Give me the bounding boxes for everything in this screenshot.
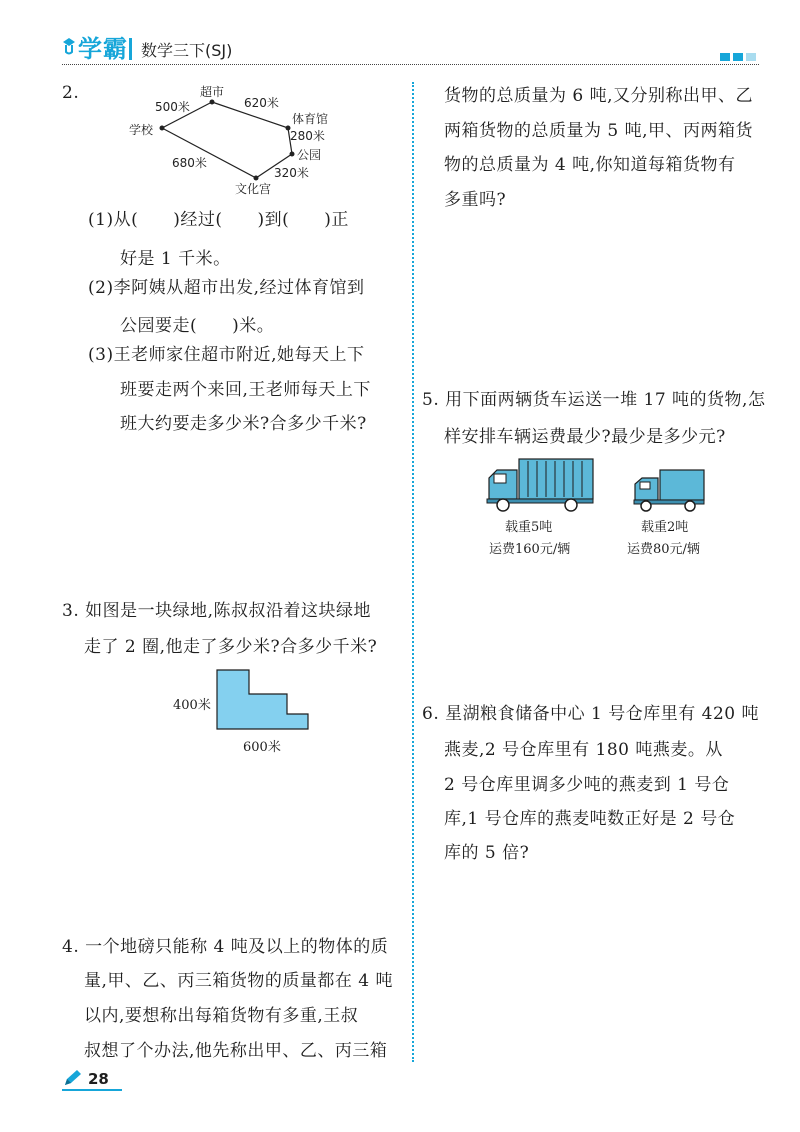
q2-line-4: 公园要走( )米。 bbox=[120, 316, 275, 336]
q6-line-3: 2 号仓库里调多少吨的燕麦到 1 号仓 bbox=[444, 775, 730, 795]
header-decoration bbox=[720, 53, 756, 61]
truck-small-icon bbox=[632, 468, 706, 512]
truck-small-fee: 运费80元/辆 bbox=[627, 542, 700, 557]
q4-line-4: 叔想了个办法,他先称出甲、乙、丙三箱 bbox=[84, 1041, 388, 1061]
q6-line-5: 库的 5 倍? bbox=[444, 843, 530, 863]
footer-rule bbox=[62, 1089, 122, 1091]
page-number: 28 bbox=[88, 1070, 109, 1088]
park-point bbox=[290, 152, 295, 157]
pencil-icon bbox=[62, 1068, 84, 1088]
green-field-shape bbox=[217, 670, 308, 729]
q4-cont-line-4: 多重吗? bbox=[444, 190, 507, 210]
field-width-label: 600米 bbox=[243, 740, 281, 755]
column-divider bbox=[412, 82, 414, 1062]
dist-school-market: 500米 bbox=[155, 100, 190, 114]
header-bar bbox=[129, 38, 132, 60]
truck-large-capacity: 载重5吨 bbox=[505, 520, 553, 535]
dist-school-culture: 680米 bbox=[172, 156, 207, 170]
truck-large-icon bbox=[485, 456, 595, 512]
green-field-figure bbox=[215, 668, 311, 732]
q6-line-4: 库,1 号仓库的燕麦吨数正好是 2 号仓 bbox=[444, 809, 736, 829]
brand-logo bbox=[62, 30, 128, 62]
q6-line-1: 6. 星湖粮食储备中心 1 号仓库里有 420 吨 bbox=[422, 704, 760, 724]
q3-line-1: 3. 如图是一块绿地,陈叔叔沿着这块绿地 bbox=[62, 601, 372, 621]
market-point bbox=[210, 100, 215, 105]
q2-line-1: (1)从( )经过( )到( )正 bbox=[88, 210, 349, 230]
q4-line-1: 4. 一个地磅只能称 4 吨及以上的物体的质 bbox=[62, 937, 389, 957]
truck-large-fee: 运费160元/辆 bbox=[489, 542, 571, 557]
q2-number: 2. bbox=[62, 83, 80, 103]
place-gym: 体育馆 bbox=[292, 112, 329, 126]
q5-line-1: 5. 用下面两辆货车运送一堆 17 吨的货物,怎 bbox=[422, 390, 766, 410]
graduation-cap-icon bbox=[62, 36, 76, 56]
place-school: 学校 bbox=[129, 123, 154, 137]
book-title: 数学三下(SJ) bbox=[141, 41, 233, 60]
q2-line-5: (3)王老师家住超市附近,她每天上下 bbox=[88, 345, 365, 365]
q4-line-3: 以内,要想称出每箱货物有多重,王叔 bbox=[84, 1006, 359, 1026]
q4-cont-line-3: 物的总质量为 4 吨,你知道每箱货物有 bbox=[444, 155, 736, 175]
header-rule bbox=[62, 64, 759, 65]
place-park: 公园 bbox=[297, 148, 322, 162]
q5-line-2: 样安排车辆运费最少?最少是多少元? bbox=[444, 427, 726, 447]
q4-cont-line-1: 货物的总质量为 6 吨,又分别称出甲、乙 bbox=[444, 86, 754, 106]
truck-small-capacity: 载重2吨 bbox=[641, 520, 689, 535]
q2-line-2: 好是 1 千米。 bbox=[120, 249, 231, 269]
place-culture: 文化宫 bbox=[235, 182, 272, 196]
q2-line-6: 班要走两个来回,王老师每天上下 bbox=[120, 380, 371, 400]
q3-line-2: 走了 2 圈,他走了多少米?合多少千米? bbox=[84, 637, 378, 657]
q2-line-3: (2)李阿姨从超市出发,经过体育馆到 bbox=[88, 278, 365, 298]
brand-logo-text: 学霸 bbox=[78, 34, 128, 63]
q6-line-2: 燕麦,2 号仓库里有 180 吨燕麦。从 bbox=[444, 740, 723, 760]
school-point bbox=[160, 126, 165, 131]
place-market: 超市 bbox=[200, 85, 225, 99]
dist-market-gym: 620米 bbox=[244, 96, 279, 110]
dist-park-culture: 320米 bbox=[274, 166, 309, 180]
field-height-label: 400米 bbox=[173, 698, 211, 713]
q4-line-2: 量,甲、乙、丙三箱货物的质量都在 4 吨 bbox=[84, 971, 394, 991]
q4-cont-line-2: 两箱货物的总质量为 5 吨,甲、丙两箱货 bbox=[444, 121, 754, 141]
dist-gym-park: 280米 bbox=[290, 129, 325, 143]
q2-line-7: 班大约要走多少米?合多少千米? bbox=[120, 414, 367, 434]
